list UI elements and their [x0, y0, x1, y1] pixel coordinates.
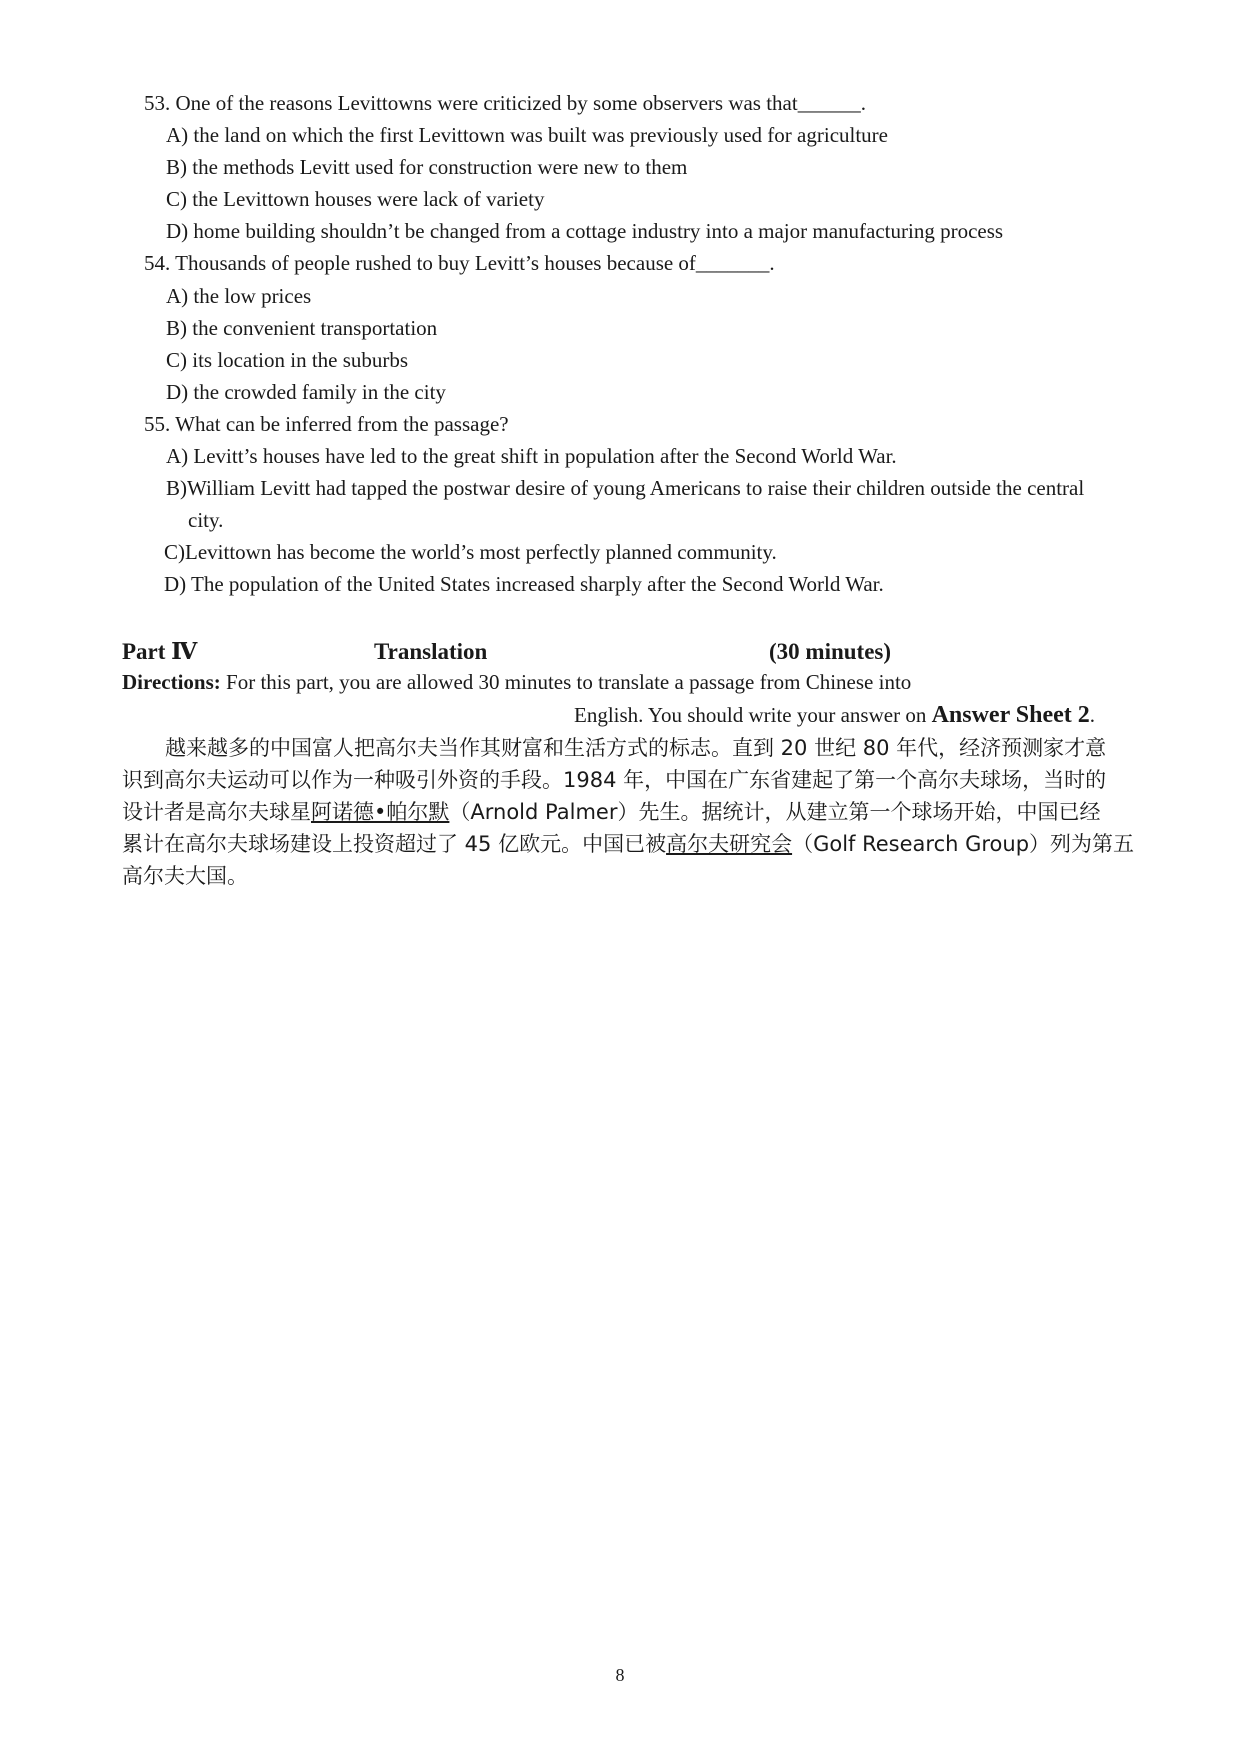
passage-line-3-pre: 设计者是高尔夫球星 — [122, 800, 311, 824]
question-53-option-a: A) the land on which the first Levittown was built was previously used for agriculture — [166, 123, 888, 147]
page-number: 8 — [615, 1665, 625, 1685]
question-54-option-c: C) its location in the suburbs — [166, 348, 409, 372]
directions-line-2 — [574, 700, 1095, 730]
question-55-option-b-line2: city. — [188, 508, 224, 532]
directions-label: Directions: — [122, 670, 221, 694]
directions-text-2: English. You should write your answer on — [574, 703, 932, 727]
question-53-option-c: C) the Levittown houses were lack of variety — [166, 187, 545, 211]
passage-line-4-pre: 累计在高尔夫球场建设上投资超过了 45 亿欧元。中国已被 — [122, 832, 667, 856]
passage-line-1: 越来越多的中国富人把高尔夫当作其财富和生活方式的标志。直到 20 世纪 80 年代，经济预测家才意 — [165, 736, 1107, 760]
directions-text-1: For this part, you are allowed 30 minutes to translate a passage from Chinese into — [220, 670, 912, 694]
question-53-option-b: B) the methods Levitt used for construction were new to them — [166, 155, 688, 179]
passage-line-3-post: （Arnold Palmer）先生。据统计，从建立第一个球场开始，中国已经 — [449, 800, 1101, 824]
question-55-option-b-line1: B)William Levitt had tapped the postwar desire of young Americans to raise their children outside the central — [166, 476, 1085, 500]
question-54-option-a: A) the low prices — [166, 284, 312, 308]
part-4-title: Translation — [374, 639, 488, 664]
question-55-stem: 55. What can be inferred from the passage? — [144, 412, 509, 436]
golf-research-group-name: 高尔夫研究会 — [666, 832, 793, 856]
passage-line-3 — [122, 796, 1122, 828]
directions-period: . — [1089, 703, 1096, 727]
arnold-palmer-name: 阿诺德•帕尔默 — [311, 800, 450, 824]
question-55-option-d: D) The population of the United States increased sharply after the Second World War. — [164, 572, 884, 596]
question-53-stem: 53. One of the reasons Levittowns were criticized by some observers was that______. — [144, 91, 866, 115]
question-54-option-b: B) the convenient transportation — [166, 316, 438, 340]
passage-line-5: 高尔夫大国。 — [122, 864, 248, 888]
question-55-option-c: C)Levittown has become the world’s most perfectly planned community. — [164, 540, 777, 564]
answer-sheet-reference: Answer Sheet 2 — [931, 702, 1090, 728]
question-54-stem: 54. Thousands of people rushed to buy Levitt’s houses because of_______. — [144, 251, 775, 275]
directions-line-1 — [122, 667, 911, 697]
part-4-time: (30 minutes) — [769, 639, 892, 664]
passage-line-2: 识到高尔夫运动可以作为一种吸引外资的手段。1984 年，中国在广东省建起了第一个高尔夫球场，当时的 — [122, 768, 1107, 792]
question-54-option-d: D) the crowded family in the city — [166, 380, 446, 404]
passage-line-4 — [122, 828, 1135, 860]
question-55-option-a: A) Levitt’s houses have led to the great shift in population after the Second World War. — [166, 444, 897, 468]
question-53-option-d: D) home building shouldn’t be changed from a cottage industry into a major manufacturing process — [166, 219, 1004, 243]
part-4-label: Part Ⅳ — [122, 639, 198, 664]
passage-line-4-post: （Golf Research Group）列为第五 — [792, 832, 1135, 856]
